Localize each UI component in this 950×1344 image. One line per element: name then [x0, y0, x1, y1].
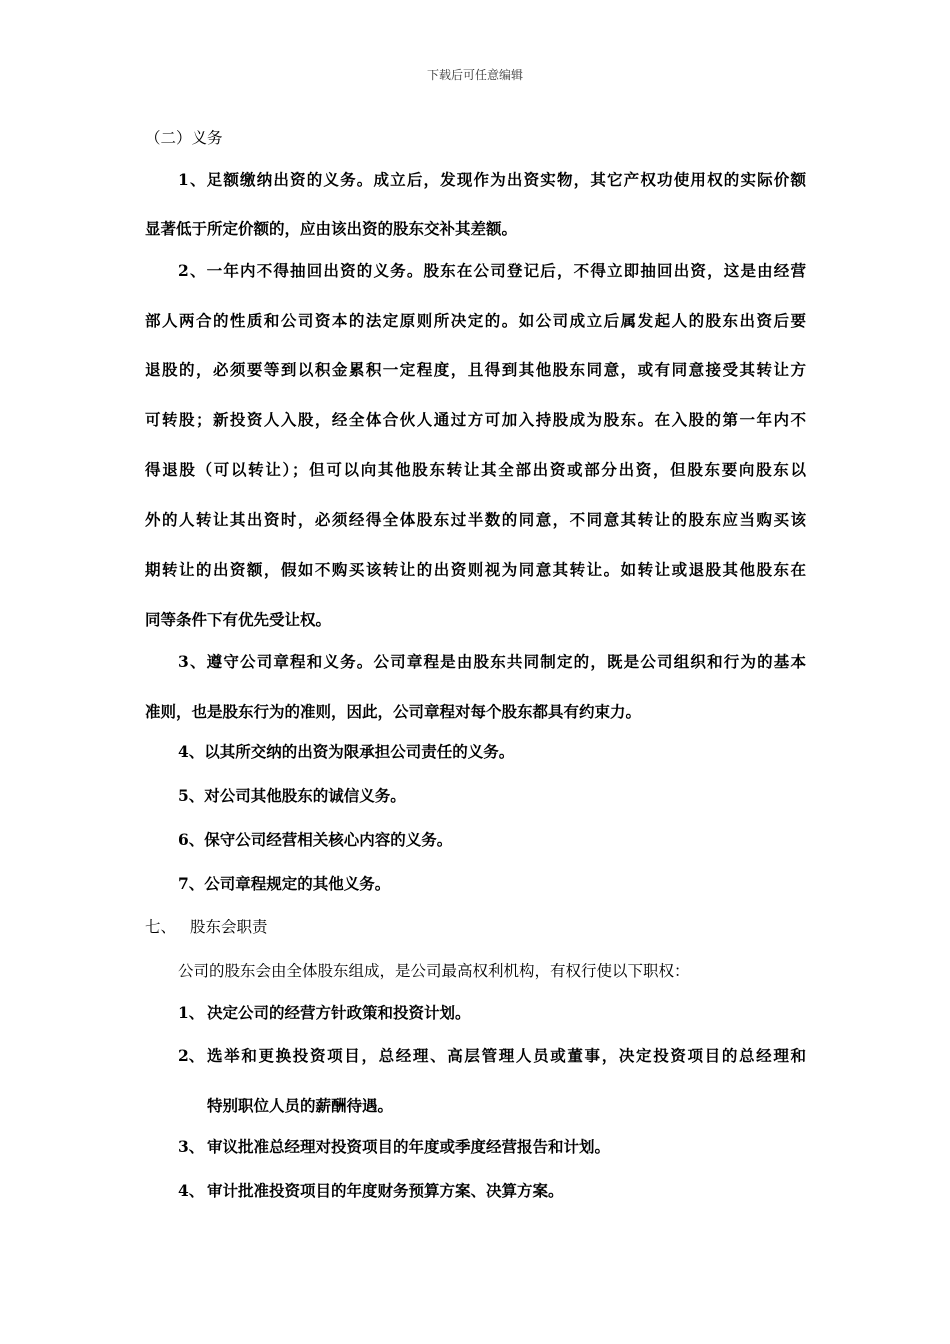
- paragraph-item4: 4、以其所交纳的出资为限承担公司责任的义务。: [178, 742, 515, 761]
- paragraph-item2-line4: 可转股；新投资人入股，经全体合伙人通过方可加入持股成为股东。在入股的第一年内不: [145, 410, 806, 429]
- paragraph-item2-line5: 得退股（可以转让）；但可以向其他股东转让其全部出资或部分出资，但股东要向股东以: [145, 460, 806, 479]
- paragraph-item3-line1: 3、遵守公司章程和义务。公司章程是由股东共同制定的，既是公司组织和行为的基本: [178, 652, 806, 671]
- paragraph-item2-line6: 外的人转让其出资时，必须经得全体股东过半数的同意，不同意其转让的股东应当购买该: [145, 510, 806, 529]
- paragraph-item2-line7: 期转让的出资额，假如不购买该转让的出资则视为同意其转让。如转让或退股其他股东在: [145, 560, 806, 579]
- duty-item3-text: 审议批准总经理对投资项目的年度或季度经营报告和计划。: [207, 1137, 611, 1156]
- paragraph-item2-line8: 同等条件下有优先受让权。: [145, 610, 332, 629]
- duty-item2-text-line1: 选举和更换投资项目，总经理、高层管理人员或董事，决定投资项目的总经理和: [207, 1046, 806, 1065]
- paragraph-item2-line1: 2、一年内不得抽回出资的义务。股东在公司登记后，不得立即抽回出资，这是由经营: [178, 261, 806, 280]
- duty-item1-number: 1、: [178, 1003, 205, 1022]
- paragraph-item1-line1: 1、足额缴纳出资的义务。成立后，发现作为出资实物，其它产权功使用权的实际价额: [178, 170, 806, 189]
- duty-item2-text-line2: 特别职位人员的薪酬待遇。: [207, 1096, 394, 1115]
- paragraph-item2-line2: 部人两合的性质和公司资本的法定原则所决定的。如公司成立后属发起人的股东出资后要: [145, 311, 806, 330]
- paragraph-item2-line3: 退股的，必须要等到以积金累积一定程度，且得到其他股东同意，或有同意接受其转让方: [145, 360, 806, 379]
- duty-item3-number: 3、: [178, 1137, 205, 1156]
- paragraph-item7: 7、公司章程规定的其他义务。: [178, 874, 391, 893]
- duty-item2-number: 2、: [178, 1046, 205, 1065]
- paragraph-item1-line2: 显著低于所定价额的，应由该出资的股东交补其差额。: [145, 219, 518, 238]
- duty-item4-text: 审计批准投资项目的年度财务预算方案、决算方案。: [207, 1181, 564, 1200]
- duty-item4-number: 4、: [178, 1181, 205, 1200]
- paragraph-item6: 6、保守公司经营相关核心内容的义务。: [178, 830, 453, 849]
- duty-item1-text: 决定公司的经营方针政策和投资计划。: [207, 1003, 471, 1022]
- section-title-obligations: （二）义务: [145, 129, 223, 147]
- section-number-seven: 七、: [145, 918, 177, 936]
- section-seven-intro: 公司的股东会由全体股东组成，是公司最高权利机构，有权行使以下职权：: [178, 962, 690, 980]
- section-title-shareholders-meeting: 股东会职责: [190, 918, 268, 936]
- page-header-watermark: 下载后可任意编辑: [426, 68, 523, 82]
- paragraph-item5: 5、对公司其他股东的诚信义务。: [178, 786, 406, 805]
- paragraph-item3-line2: 准则，也是股东行为的准则，因此，公司章程对每个股东都具有约束力。: [145, 702, 642, 721]
